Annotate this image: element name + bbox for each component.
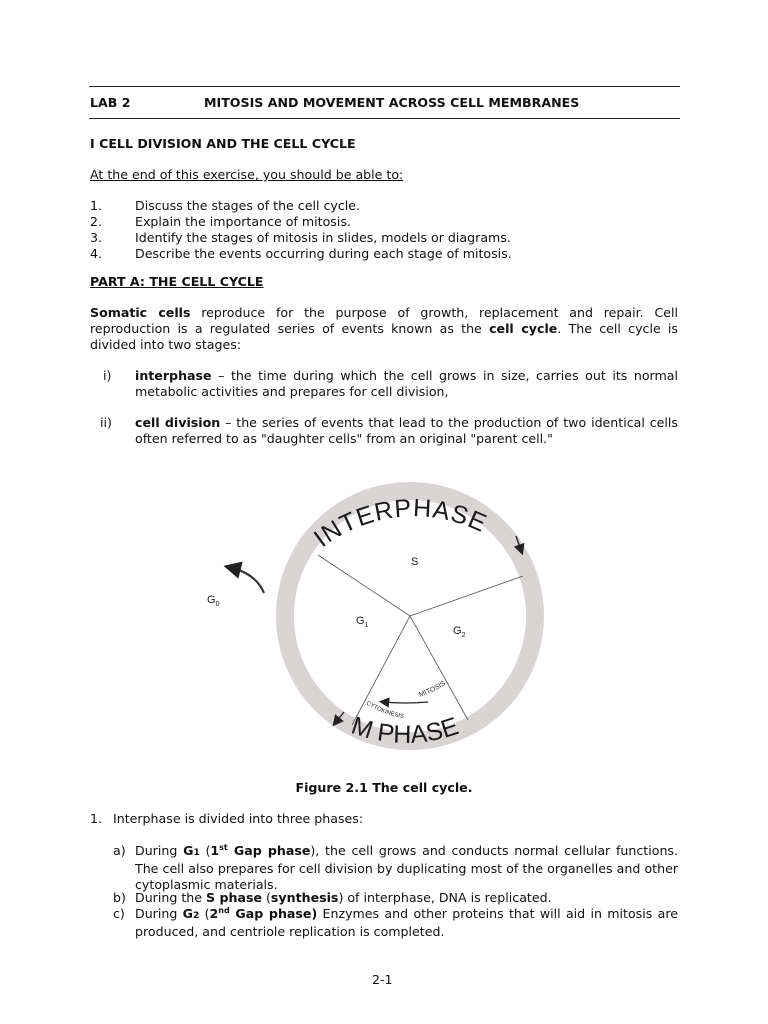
- sector-divider: [318, 555, 410, 616]
- objective-number: 1.: [90, 198, 103, 213]
- s-phase-label: S: [411, 556, 419, 568]
- objective-number: 2.: [90, 214, 103, 229]
- lab-title: MITOSIS AND MOVEMENT ACROSS CELL MEMBRANES: [204, 95, 580, 110]
- term-interphase: interphase: [135, 368, 212, 383]
- g2-label: $G_2$: [453, 625, 466, 639]
- g0-arrow-icon: [232, 568, 264, 593]
- item-label-b: b): [113, 890, 126, 905]
- item-label-c: c): [113, 906, 125, 921]
- stage-text: – the time during which the cell grows in size, carries out its normal: [211, 368, 678, 383]
- stage-number: i): [103, 368, 112, 383]
- term-somatic-cells: Somatic cells: [90, 305, 191, 320]
- stage-interphase: [135, 368, 678, 400]
- page-number: 2-1: [372, 972, 393, 987]
- question-number: 1.: [90, 811, 103, 826]
- intro-line-2: [90, 321, 678, 337]
- g0-label: $G_0$: [207, 594, 220, 608]
- intro-line-3: divided into two stages:: [90, 337, 242, 352]
- item-label-a: a): [113, 843, 126, 858]
- objectives-intro: At the end of this exercise, you should be able to:: [90, 167, 404, 182]
- intro-text: . The cell cycle is: [557, 321, 678, 336]
- stage-cell-division: [135, 415, 678, 447]
- stage-number: ii): [100, 415, 112, 430]
- objective-number: 3.: [90, 230, 103, 245]
- item-s-phase: During the S phase (synthesis) of interphase, DNA is replicated.: [135, 890, 552, 905]
- term-cell-cycle: cell cycle: [489, 321, 558, 336]
- item-g2: During G2 (2nd Gap phase) Enzymes and other proteins that will aid in mitosis are produced, and centriole replication is completed.: [135, 905, 678, 939]
- mitosis-arrow-icon: [384, 702, 428, 703]
- objective-number: 4.: [90, 246, 103, 261]
- objective-text: Describe the events occurring during each stage of mitosis.: [135, 246, 512, 261]
- cell-cycle-diagram: [200, 470, 570, 770]
- stage-text: metabolic activities and prepares for cell division,: [135, 384, 449, 399]
- item-g1: During G1 (1st Gap phase), the cell grows and conducts normal cellular functions. The cell also prepares for cell division by duplicating most of the organelles and other cytoplasmic materials.: [135, 842, 678, 892]
- question-text: Interphase is divided into three phases:: [113, 811, 364, 826]
- intro-text: reproduction is a regulated series of events known as the: [90, 321, 490, 336]
- mitosis-label: MITOSIS: [418, 680, 447, 699]
- part-a-title: PART A: THE CELL CYCLE: [90, 274, 264, 289]
- figure-caption: Figure 2.1 The cell cycle.: [295, 780, 473, 795]
- intro-text: reproduce for the purpose of growth, replacement and repair. Cell: [190, 305, 679, 320]
- header-top-rule: [89, 86, 680, 87]
- lab-number: LAB 2: [90, 95, 131, 110]
- sector-divider: [410, 576, 523, 616]
- m-phase-label: M PHASE: [348, 711, 462, 750]
- section-title: I CELL DIVISION AND THE CELL CYCLE: [90, 136, 356, 151]
- intro-paragraph: [90, 305, 678, 353]
- stage-text: – the series of events that lead to the production of two identical cells: [220, 415, 678, 430]
- intro-line-1: [90, 305, 678, 321]
- term-cell-division: cell division: [135, 415, 221, 430]
- objective-text: Discuss the stages of the cell cycle.: [135, 198, 361, 213]
- stage-text: often referred to as "daughter cells" from an original "parent cell.": [135, 431, 553, 446]
- cytokinesis-label: CYTOKINESIS: [364, 700, 405, 721]
- objective-text: Explain the importance of mitosis.: [135, 214, 351, 229]
- g1-label: $G_1$: [356, 615, 369, 629]
- objective-text: Identify the stages of mitosis in slides, models or diagrams.: [135, 230, 511, 245]
- interphase-label: INTERPHASE: [308, 494, 492, 553]
- header-bottom-rule: [89, 118, 680, 119]
